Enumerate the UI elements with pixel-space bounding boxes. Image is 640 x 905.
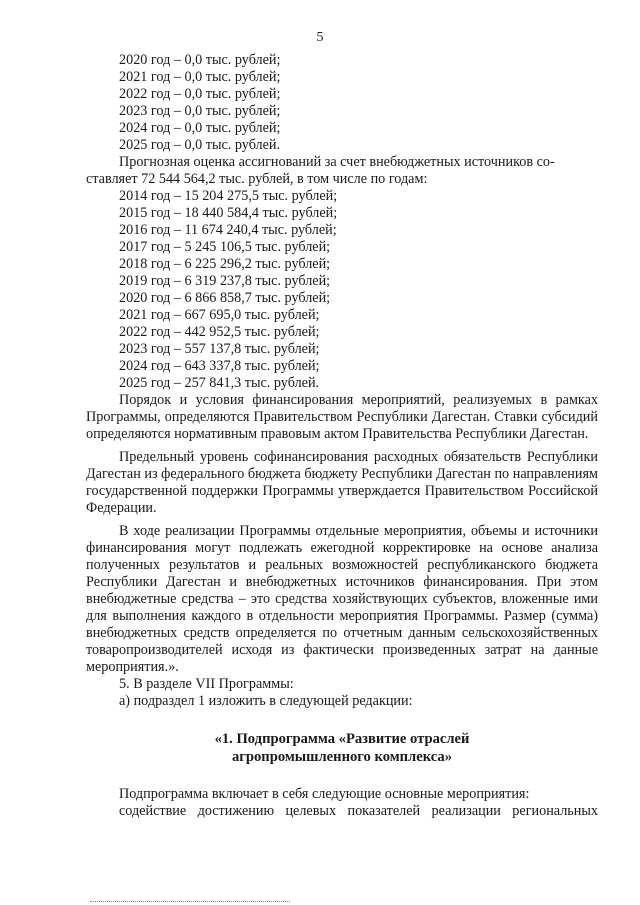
subprogram-heading-line2: агропромышленного комплекса»	[231, 749, 453, 765]
subprogram-heading-line1: «1. Подпрограмма «Развитие отраслей	[214, 731, 470, 747]
offbudget-year-line: 2014 год – 15 204 275,5 тыс. рублей;	[119, 188, 338, 204]
budget-year-line: 2024 год – 0,0 тыс. рублей;	[119, 120, 281, 136]
paragraph-includes: Подпрограмма включает в себя следующие основные мероприятия:	[119, 786, 530, 802]
budget-year-line: 2022 год – 0,0 тыс. рублей;	[119, 86, 281, 102]
item-5: 5. В разделе VII Программы:	[119, 676, 294, 692]
paragraph-last-line: содействие достижению целевых показателей реализации региональных	[119, 803, 598, 819]
offbudget-year-line: 2025 год – 257 841,3 тыс. рублей.	[119, 375, 320, 391]
offbudget-year-line: 2017 год – 5 245 106,5 тыс. рублей;	[119, 239, 331, 255]
page-number: 5	[316, 30, 324, 45]
offbudget-year-line: 2015 год – 18 440 584,4 тыс. рублей;	[119, 205, 338, 221]
budget-year-line: 2020 год – 0,0 тыс. рублей;	[119, 52, 281, 68]
budget-year-line: 2023 год – 0,0 тыс. рублей;	[119, 103, 281, 119]
scan-edge-marks	[90, 901, 290, 902]
offbudget-intro-line2: ставляет 72 544 564,2 тыс. рублей, в том числе по годам:	[86, 171, 428, 187]
offbudget-year-line: 2018 год – 6 225 296,2 тыс. рублей;	[119, 256, 331, 272]
offbudget-year-line: 2019 год – 6 319 237,8 тыс. рублей;	[119, 273, 331, 289]
budget-year-line: 2025 год – 0,0 тыс. рублей.	[119, 137, 281, 153]
offbudget-year-line: 2021 год – 667 695,0 тыс. рублей;	[119, 307, 320, 323]
paragraph-cofinancing-limit: Предельный уровень софинансирования расходных обязательств Республики Дагестан из федерального бюджета бюджету Республики Дагестан по направлениям государственной поддержки Программы утверждается Правительством Российской Федерации.	[86, 449, 598, 516]
offbudget-year-line: 2024 год – 643 337,8 тыс. рублей;	[119, 358, 320, 374]
offbudget-year-line: 2022 год – 442 952,5 тыс. рублей;	[119, 324, 320, 340]
offbudget-year-line: 2023 год – 557 137,8 тыс. рублей;	[119, 341, 320, 357]
budget-year-line: 2021 год – 0,0 тыс. рублей;	[119, 69, 281, 85]
paragraph-adjustment: В ходе реализации Программы отдельные мероприятия, объемы и источники финансирования могут подлежать ежегодной корректировке на основе анализа полученных результатов и реальных возможностей республиканского бюджета Республики Дагестан и внебюджетных источников финансирования. При этом внебюджетные средства – это средства хозяйствующих субъектов, вложенные ими для выполнения каждого в отдельности мероприятия Программы. Размер (сумма) внебюджетных средств определяется по отчетным данным сельскохозяйственных товаропроизводителей исходя из фактически произведенных затрат на данные мероприятия.».	[86, 523, 598, 675]
offbudget-year-line: 2016 год – 11 674 240,4 тыс. рублей;	[119, 222, 337, 238]
offbudget-year-line: 2020 год – 6 866 858,7 тыс. рублей;	[119, 290, 331, 306]
paragraph-financing-order: Порядок и условия финансирования мероприятий, реализуемых в рамках Программы, определяются Правительством Республики Дагестан. Ставки субсидий определяются нормативным правовым актом Правительства Республики Дагестан.	[86, 392, 598, 442]
document-body	[86, 52, 598, 820]
offbudget-intro-line1: Прогнозная оценка ассигнований за счет внебюджетных источников со-	[119, 154, 555, 170]
item-5a: а) подраздел 1 изложить в следующей редакции:	[119, 693, 413, 709]
